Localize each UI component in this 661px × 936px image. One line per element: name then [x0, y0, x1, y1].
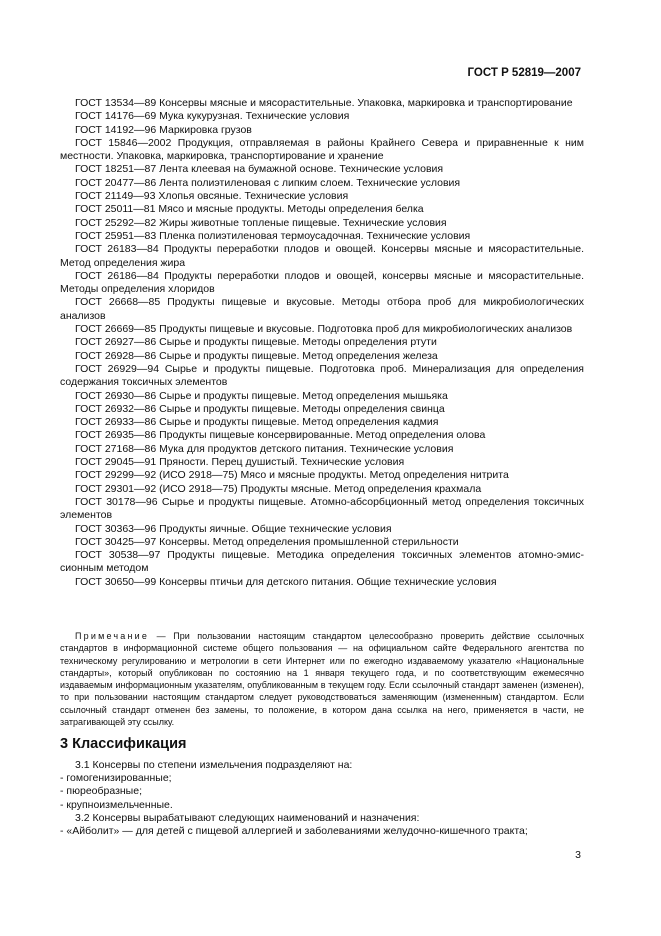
- list-item: - крупноизмельченные.: [60, 798, 173, 811]
- reference-item: ГОСТ 26927—86 Сырье и продукты пищевые. Методы определения ртути: [75, 336, 437, 349]
- note-paragraph: [60, 630, 584, 728]
- list-item: - пюреобразные;: [60, 785, 142, 798]
- classification-body: [60, 759, 584, 838]
- reference-item: ГОСТ 14192—96 Маркировка грузов: [75, 123, 252, 136]
- reference-item: ГОСТ 26183—84 Продукты переработки плодов и овощей. Консервы мясные и мясорастительные. Метод определения жира: [60, 243, 584, 269]
- reference-item: ГОСТ 26932—86 Сырье и продукты пищевые. Методы определения свинца: [75, 402, 445, 415]
- reference-item: ГОСТ 26928—86 Сырье и продукты пищевые. Метод определения железа: [75, 349, 438, 362]
- reference-item: ГОСТ 26935—86 Продукты пищевые консервированные. Метод определения олова: [75, 429, 486, 442]
- reference-item: ГОСТ 30650—99 Консервы птичьи для детского питания. Общие технические условия: [75, 575, 497, 588]
- reference-item: ГОСТ 26669—85 Продукты пищевые и вкусовые. Подготовка проб для микробиологических анализов: [75, 323, 573, 336]
- reference-item: ГОСТ 29301—92 (ИСО 2918—75) Продукты мясные. Метод определения крахмала: [75, 482, 482, 495]
- reference-item: ГОСТ 25292—82 Жиры животные топленые пищевые. Технические условия: [75, 216, 447, 229]
- reference-item: ГОСТ 26929—94 Сырье и продукты пищевые. Подготовка проб. Минерализация для определения содержания токсичных элементов: [60, 362, 584, 389]
- clause-3-2: 3.2 Консервы вырабатывают следующих наименований и назначения:: [75, 811, 420, 824]
- page-number: 3: [575, 849, 581, 861]
- clause-3-1: 3.1 Консервы по степени измельчения подразделяют на:: [75, 759, 353, 771]
- reference-item: ГОСТ 30425—97 Консервы. Метод определения промышленной стерильности: [75, 535, 459, 548]
- reference-item: ГОСТ 30178—96 Сырье и продукты пищевые. Атомно-абсорбционный метод определения токсичных элементов: [60, 495, 584, 522]
- reference-item: ГОСТ 26186—84 Продукты переработки плодов и овощей, консервы мясные и мясорастительные. Методы определения хлоридов: [60, 269, 584, 296]
- reference-item: ГОСТ 14176—69 Мука кукурузная. Технические условия: [75, 110, 350, 123]
- reference-item: ГОСТ 25951—83 Пленка полиэтиленовая термоусадочная. Технические условия: [75, 229, 471, 242]
- reference-item: ГОСТ 29299—92 (ИСО 2918—75) Мясо и мясные продукты. Метод определения нитрита: [75, 469, 509, 482]
- reference-item: ГОСТ 29045—91 Пряности. Перец душистый. Технические условия: [75, 456, 405, 469]
- reference-item: ГОСТ 18251—87 Лента клеевая на бумажной основе. Технические условия: [75, 163, 444, 176]
- normative-references-list: [60, 97, 584, 589]
- reference-item: ГОСТ 26668—85 Продукты пищевые и вкусовые. Методы отбора проб для микробиологических анализов: [60, 296, 584, 322]
- reference-item: ГОСТ 21149—93 Хлопья овсяные. Технические условия: [75, 190, 349, 203]
- reference-item: ГОСТ 15846—2002 Продукция, отправляемая в районы Крайнего Севера и приравненные к ним местности. Упаковка, маркировка, транспортирование и хранение: [60, 136, 584, 163]
- list-item-aibolit: - «Айболит» — для детей с пищевой аллергией и заболеваниями желудочно-кишечного тракта;: [60, 825, 528, 838]
- reference-item: ГОСТ 13534—89 Консервы мясные и мясорастительные. Упаковка, маркировка и транспортирование: [75, 97, 573, 109]
- reference-item: ГОСТ 26933—86 Сырье и продукты пищевые. Метод определения кадмия: [75, 416, 439, 429]
- reference-item: ГОСТ 25011—81 Мясо и мясные продукты. Методы определения белка: [75, 203, 424, 216]
- reference-item: ГОСТ 26930—86 Сырье и продукты пищевые. Метод определения мышьяка: [75, 389, 448, 402]
- section-heading: 3 Классификация: [60, 736, 187, 752]
- reference-item: ГОСТ 30538—97 Продукты пищевые. Методика определения токсичных элементов атомно-эмиссионным методом: [60, 549, 584, 575]
- note-label: Примечание: [75, 631, 150, 641]
- note-text: — При пользовании настоящим стандартом целесообразно проверить действие ссылочных стандартов в информационной системе общего пользования — на официальном сайте Федерального агентства по техническому регулированию и метрологии в сети Интернет или по ежегодно издаваемому указателю «Национальные стандарты», который опубликован по состоянию на 1 января текущего года, и по соответствующим ежемесячно издаваемым информационным указателям, опубликованным в текущем году. Если ссылочный стандарт заменен (изменен), то при пользовании настоящим стандартом следует руководствоваться заменяющим (измененным) стандартом. Если ссылочный стандарт отменен без замены, то положение, в котором дана ссылка на него, применяется в части, не затрагивающей эту ссылку.: [60, 631, 584, 728]
- reference-item: ГОСТ 27168—86 Мука для продуктов детского питания. Технические условия: [75, 442, 454, 455]
- list-item: - гомогенизированные;: [60, 772, 172, 785]
- reference-item: ГОСТ 20477—86 Лента полиэтиленовая с липким слоем. Технические условия: [75, 176, 461, 189]
- reference-item: ГОСТ 30363—96 Продукты яичные. Общие технические условия: [75, 522, 392, 535]
- document-code-header: ГОСТ Р 52819—2007: [467, 67, 581, 79]
